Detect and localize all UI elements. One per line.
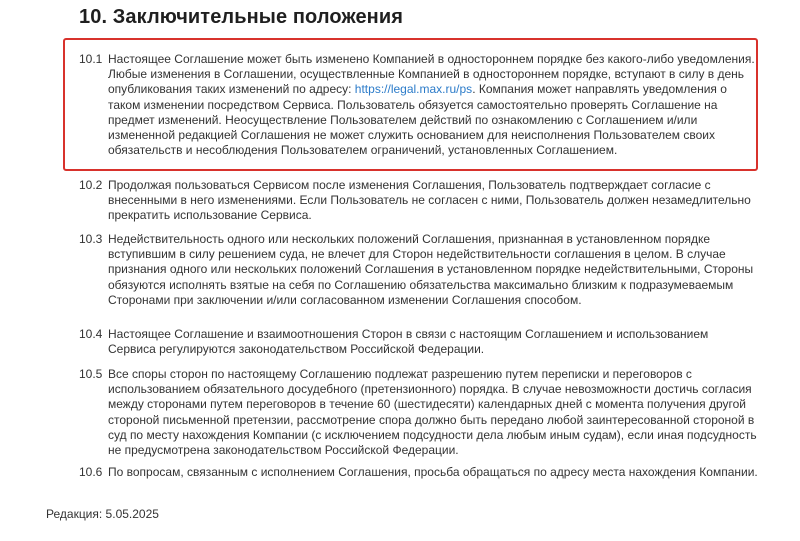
clause-number: 10.4	[79, 327, 103, 341]
clause-10-2	[79, 178, 759, 224]
clause-10-1	[79, 52, 759, 158]
clause-text: Настоящее Соглашение и взаимоотношения Сторон в связи с настоящим Соглашением и использованием Сервиса регулируются законодательством Российской Федерации.	[108, 327, 709, 357]
clause-text: Недействительность одного или нескольких положений Соглашения, признанная в установленном порядке вступившим в силу решением суда, не влечет для Сторон недействительности соглашения в целом. В случае признания одного или нескольких положений Соглашения в установленном порядке недействительными, Стороны обязуются исполнять взятые на себя по Соглашению обязательства максимально близким к подразумеваемым Сторонами при заключении и/или согласованном изменении Соглашения способом.	[108, 232, 754, 307]
legal-link[interactable]: https://legal.max.ru/ps	[354, 82, 473, 97]
edition-date: Редакция: 5.05.2025	[46, 507, 159, 521]
clause-10-5	[79, 367, 759, 458]
clause-number: 10.3	[79, 232, 103, 246]
clause-number: 10.1	[79, 52, 103, 66]
clause-number: 10.2	[79, 178, 103, 192]
clause-text: Продолжая пользоваться Сервисом после изменения Соглашения, Пользователь подтверждает согласие с внесенными в него изменениями. Если Пользователь не согласен с ними, Пользователь должен незамедлительно прекратить использование Сервиса.	[108, 178, 751, 223]
clause-text: Все споры сторон по настоящему Соглашению подлежат разрешению путем переписки и переговоров с использованием обязательного досудебного (претензионного) порядка. В случае невозможности достичь согласия между сторонами путем переговоров в течение 60 (шестидесяти) календарных дней с момента получения другой стороной письменной претензии, рассмотрение спора должно быть передано любой заинтересованной стороной в суд по месту нахождения Компании (с исключением подсудности дела любым иным судам), если иная подсудность не предусмотрена законодательством Российской Федерации.	[108, 367, 757, 458]
clause-10-6	[79, 465, 759, 480]
clause-text	[108, 52, 758, 158]
clause-text: По вопросам, связанным с исполнением Соглашения, просьба обращаться по адресу места нахождения Компании.	[108, 465, 758, 479]
page-title: 10. Заключительные положения	[79, 6, 404, 28]
clause-text-part: Настоящее Соглашение может быть изменено Компанией в одностороннем порядке без какого-либо уведомления. Любые изменения в Соглашении, осуществленные Компанией в одностороннем порядке, вступают в силу в день опубликования таких изменений по адресу:	[108, 52, 755, 97]
clause-10-3	[79, 232, 759, 308]
clause-number: 10.5	[79, 367, 103, 381]
clause-text-part: . Компания может направлять уведомления о таком изменении посредством Сервиса. Пользователь обязуется самостоятельно проверять Соглашение на предмет изменений. Неосуществление Пользователем действий по ознакомлению с Соглашением и/или измененной редакцией Соглашения не может служить основанием для неисполнения Пользователем своих обязательств и несоблюдения Пользователем ограничений, установленных Соглашением.	[108, 82, 727, 158]
clause-10-4	[79, 327, 759, 357]
clause-number: 10.6	[79, 465, 103, 479]
